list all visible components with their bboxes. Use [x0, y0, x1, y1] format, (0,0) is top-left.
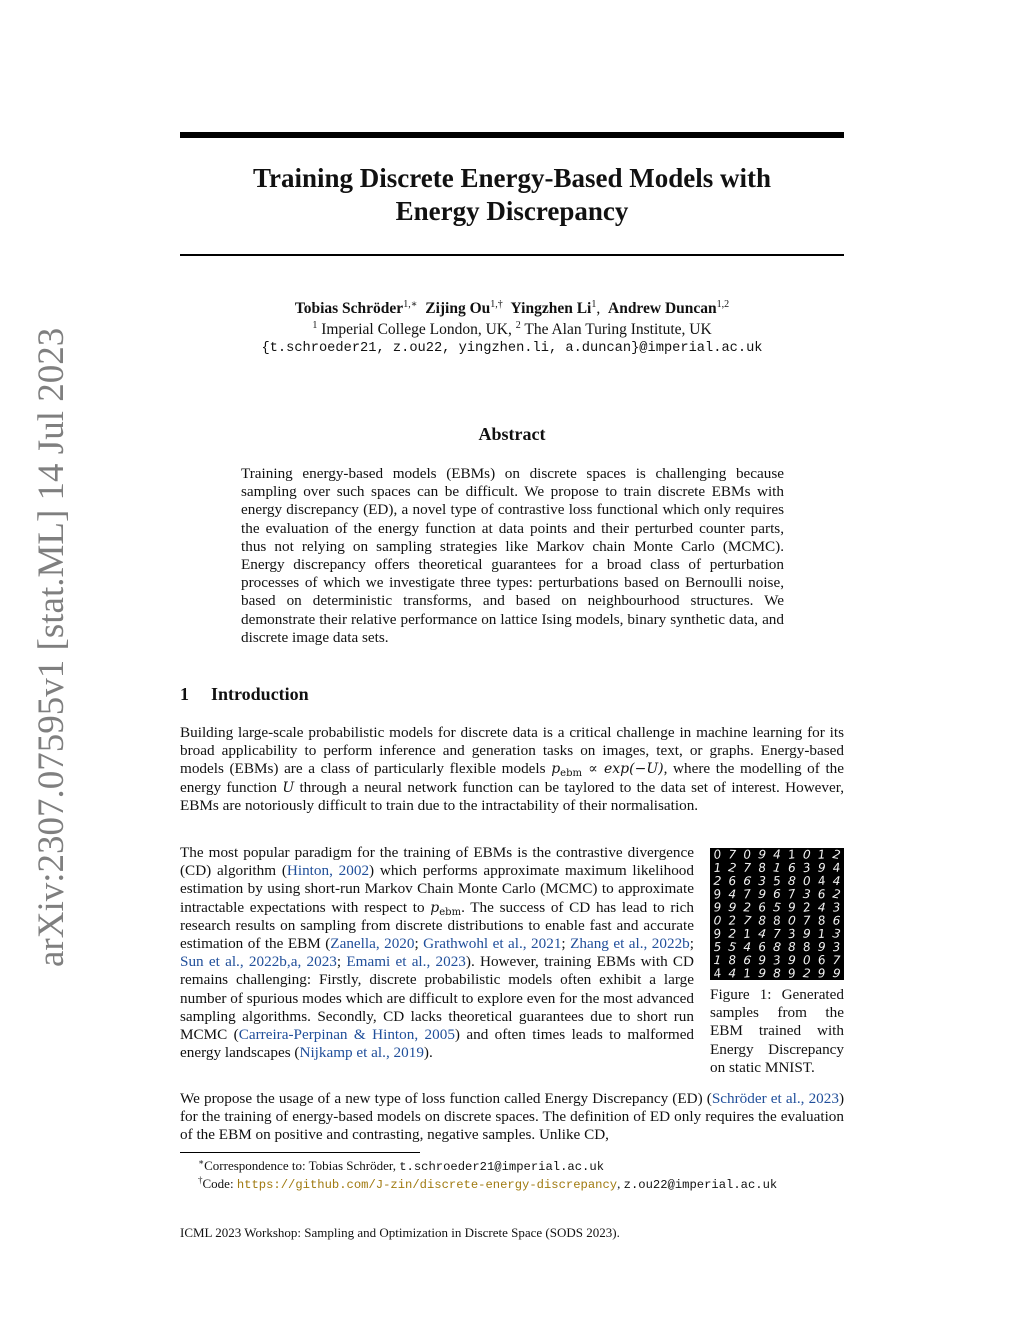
citation-separator: ,: [375, 935, 385, 953]
mnist-sample-digit: 9: [831, 965, 842, 980]
mnist-sample-grid: [710, 848, 844, 980]
mnist-sample-digit: 9: [713, 900, 722, 915]
mnist-sample-digit: 2: [743, 900, 752, 915]
citation-separator: ;: [689, 935, 694, 953]
mnist-sample-digit: 8: [801, 939, 812, 955]
citation-schroeder-2023[interactable]: [712, 1090, 839, 1107]
citation-separator: ,: [800, 1090, 809, 1107]
mnist-sample-digit: 8: [757, 860, 767, 876]
mnist-sample-digit: 3: [772, 952, 782, 968]
citation-separator: ;: [561, 935, 571, 953]
citation-author[interactable]: Zanella: [330, 935, 376, 953]
author-marks: 1: [591, 299, 597, 310]
citation-year[interactable]: 2022b: [651, 935, 690, 953]
title-top-rule: [180, 132, 844, 138]
mnist-sample-digit: 5: [772, 899, 782, 915]
mnist-sample-digit: 2: [802, 966, 812, 980]
citation-nijkamp-2019[interactable]: [299, 1044, 423, 1061]
mnist-sample-digit: 9: [727, 899, 738, 915]
citation-carreira-perpinan-2005[interactable]: [239, 1026, 455, 1043]
text-run: , where the modelling of the energy function: [180, 760, 844, 796]
mnist-sample-digit: 1: [742, 966, 752, 980]
author-marks: 1,∗: [403, 299, 418, 310]
text-run: The most popular paradigm for the training of EBMs is the contrastive divergence (CD) algorithm (: [180, 844, 694, 880]
mnist-sample-digit: 1: [817, 848, 826, 862]
title-bottom-rule: [180, 254, 844, 256]
mnist-sample-digit: 3: [787, 926, 797, 942]
citation-author[interactable]: Emami et al.: [346, 953, 427, 971]
mnist-sample-digit: 2: [713, 873, 722, 889]
text-run: We propose the usage of a new type of loss function called Energy Discrepancy (ED) (: [180, 1090, 712, 1107]
citation-separator: ,: [239, 953, 249, 971]
footnote-separator: ,: [617, 1176, 624, 1191]
mnist-sample-digit: 6: [757, 899, 767, 915]
mnist-sample-digit: 9: [757, 886, 767, 902]
affiliations: [180, 320, 844, 339]
citation-separator: ,: [385, 1044, 394, 1062]
citation-separator: ,: [643, 935, 652, 953]
mnist-sample-digit: 6: [816, 952, 827, 968]
mnist-sample-digit: 3: [802, 886, 812, 902]
citation-author[interactable]: Carreira-Perpinan & Hinton: [238, 1026, 415, 1044]
text-run: ). However, training EBMs with CD remains challenging: Firstly, discrete probabilistic models often exhibit a large number of spurious modes which are difficult to explore even for the most advanced sampling algorithms. Secondly, CD lacks theoretical guarantees due to short run MCMC (: [180, 953, 695, 1044]
mnist-sample-digit: 0: [712, 848, 723, 863]
mnist-sample-digit: 7: [773, 926, 781, 941]
code-contact-email[interactable]: z.ou22@imperial.ac.uk: [623, 1178, 778, 1192]
author-marks: 1,†: [490, 299, 503, 310]
mnist-sample-digit: 3: [758, 873, 767, 889]
author-list: Tobias Schröder$^{1,∗}$ Zijing $Ou^{1,\dagger}$ Yingzhen Li$^1$, Andrew Duncan$^{1,2}$: [294, 299, 730, 317]
title-line-1: Training Discrete Energy-Based Models with: [253, 163, 771, 193]
mnist-sample-digit: 2: [831, 848, 842, 863]
author-name: Zijing Ou: [425, 300, 491, 317]
citation-separator: ;: [336, 953, 347, 971]
intro-paragraph-3: [180, 1090, 844, 1145]
citation-author[interactable]: Nijkamp et al.: [299, 1044, 386, 1062]
title-line-2: Energy Discrepancy: [395, 196, 629, 226]
mnist-sample-digit: 7: [728, 848, 737, 862]
citation-author[interactable]: Grathwohl et al.: [423, 935, 523, 953]
mnist-sample-digit: 8: [816, 913, 827, 929]
mnist-sample-digit: 4: [712, 965, 723, 980]
section-number: 1: [180, 684, 189, 704]
intro-paragraph-2: [180, 844, 694, 1062]
author-name: Tobias Schröder: [294, 300, 404, 317]
mnist-sample-digit: 9: [802, 926, 812, 942]
citation-hinton-2002[interactable]: [287, 862, 369, 879]
author-name: Yingzhen Li: [510, 300, 592, 317]
affiliation-mark: 2: [515, 320, 521, 331]
figure-mnist-samples: [710, 848, 844, 980]
citation-separator: ,: [297, 953, 307, 971]
mnist-sample-digit: 6: [742, 952, 753, 968]
mnist-sample-digit: 8: [772, 939, 782, 955]
correspondence-email[interactable]: t.schroeder21@imperial.ac.uk: [399, 1160, 605, 1174]
mnist-sample-digit: 9: [757, 965, 767, 980]
mnist-sample-digit: 9: [757, 848, 767, 863]
footnote-mark: ∗: [198, 1157, 205, 1167]
mnist-sample-digit: 6: [787, 860, 796, 875]
citation-author[interactable]: Sun et al.: [180, 953, 240, 971]
venue-note: ICML 2023 Workshop: Sampling and Optimization in Discrete Space (SODS 2023).: [180, 1225, 620, 1240]
mnist-sample-digit: 9: [712, 886, 723, 902]
text-run: ).: [423, 1044, 433, 1062]
citation-author[interactable]: Hinton: [286, 862, 330, 880]
mnist-sample-digit: 7: [832, 952, 841, 968]
mnist-sample-digit: 8: [758, 913, 767, 928]
affiliation-turing: The Alan Turing Institute, UK: [524, 321, 712, 338]
mnist-sample-digit: 9: [817, 860, 826, 876]
mnist-sample-digit: 1: [713, 860, 722, 875]
mnist-sample-digit: 6: [728, 873, 737, 889]
mnist-sample-digit: 3: [832, 900, 841, 915]
footnote-text: Code:: [202, 1176, 237, 1191]
mnist-sample-digit: 7: [787, 886, 797, 902]
citation-separator: ;: [414, 935, 424, 953]
mnist-sample-digit: 1: [742, 926, 752, 942]
citation-year[interactable]: 2022b,a: [248, 953, 298, 971]
citation-year[interactable]: 2021: [531, 935, 562, 953]
citation-year[interactable]: 2023: [435, 953, 466, 971]
arxiv-identifier: arXiv:2307.07595v1 [stat.ML] 14 Jul 2023: [31, 327, 72, 967]
mnist-sample-digit: 4: [817, 900, 826, 915]
mnist-sample-digit: 8: [787, 939, 796, 955]
mnist-sample-digit: 3: [801, 860, 812, 876]
affiliation-mark: 1: [312, 320, 318, 331]
math-p-ebm: [430, 900, 461, 916]
citation-separator: ,: [426, 953, 436, 971]
mnist-sample-digit: 9: [787, 965, 797, 980]
math-symbol: p: [551, 761, 561, 778]
intro-paragraph-1: [180, 724, 844, 815]
citation-separator: ,: [414, 1026, 425, 1044]
citation-year[interactable]: 2023: [808, 1090, 839, 1107]
mnist-sample-digit: 4: [728, 886, 737, 902]
mnist-sample-digit: 4: [728, 966, 737, 980]
mnist-sample-digit: 0: [713, 913, 722, 928]
mnist-sample-digit: 6: [773, 887, 781, 902]
mnist-sample-digit: 6: [832, 913, 841, 928]
math-expression: ∝ exp(−U): [581, 761, 664, 778]
mnist-sample-digit: 7: [742, 886, 752, 902]
citation-year[interactable]: 2023: [306, 953, 337, 971]
mnist-sample-digit: 4: [832, 873, 841, 889]
section-title: Introduction: [211, 684, 309, 704]
text-run: ) which performs approximate maximum likelihood estimation by using short-run Markov Chain Monte Carlo (MCMC) to approximate intractable expectations with respect to: [180, 862, 694, 916]
mnist-sample-digit: 8: [728, 952, 737, 968]
mnist-sample-digit: 0: [742, 848, 752, 862]
mnist-sample-digit: 9: [787, 900, 796, 915]
mnist-sample-digit: 7: [742, 913, 753, 929]
mnist-sample-digit: 0: [802, 953, 811, 968]
mnist-sample-digit: 2: [801, 899, 812, 915]
mnist-sample-digit: 4: [816, 873, 827, 889]
mnist-sample-digit: 4: [757, 926, 767, 942]
citation-separator: ,: [522, 935, 532, 953]
mnist-sample-digit: 0: [802, 848, 812, 862]
math-symbol: p: [430, 899, 440, 916]
citation-emami-2023[interactable]: [346, 953, 466, 970]
mnist-sample-digit: 2: [728, 913, 737, 928]
mnist-sample-digit: 5: [772, 873, 782, 889]
mnist-sample-digit: 2: [728, 926, 737, 941]
mnist-sample-digit: 4: [773, 848, 781, 862]
mnist-sample-digit: 5: [727, 939, 738, 955]
mnist-sample-digit: 9: [817, 966, 826, 980]
affiliation-imperial: Imperial College London, UK,: [321, 321, 512, 338]
abstract-heading: Abstract: [478, 424, 546, 444]
mnist-sample-digit: 8: [772, 913, 782, 928]
footnote-rule: [180, 1152, 420, 1153]
text-run: ) and often times leads to malformed energy landscapes (: [180, 1026, 695, 1062]
mnist-sample-digit: 4: [743, 939, 752, 955]
citation-author[interactable]: Zhang et al.: [570, 935, 644, 953]
mnist-sample-digit: 8: [773, 966, 781, 980]
paper-title: [180, 162, 844, 228]
code-repository-link[interactable]: https://github.com/J-zin/discrete-energy-discrepancy: [236, 1178, 618, 1192]
text-run: through a neural network function can be taylored to the data set of interest. However, EBMs are notoriously difficult to train due to the intractability of their normalisation.: [180, 778, 844, 814]
mnist-sample-digit: 3: [831, 926, 842, 942]
footnote-correspondence: [180, 1158, 844, 1175]
citation-year[interactable]: 2002: [338, 862, 370, 880]
mnist-sample-digit: 4: [832, 860, 841, 876]
mnist-sample-digit: 7: [743, 860, 752, 875]
mnist-sample-digit: 8: [787, 873, 797, 889]
mnist-sample-digit: 6: [742, 873, 753, 889]
citation-author[interactable]: Schröder et al.: [711, 1090, 801, 1107]
mnist-sample-digit: 6: [757, 939, 767, 955]
math-subscript: ebm: [439, 906, 462, 918]
mnist-sample-digit: 0: [787, 913, 797, 928]
author-emails[interactable]: {t.schroeder21, z.ou22, yingzhen.li, a.duncan}@imperial.ac.uk: [261, 341, 763, 356]
mnist-sample-digit: 1: [772, 860, 782, 876]
math-p-ebm: [551, 761, 664, 780]
author-name: Andrew Duncan: [608, 300, 717, 317]
math-energy-u: U: [282, 779, 295, 796]
mnist-sample-digit: 2: [831, 886, 842, 902]
citation-year[interactable]: 2019: [393, 1044, 424, 1062]
citation-zanella-2020[interactable]: [330, 935, 414, 952]
mnist-sample-digit: 6: [817, 886, 826, 902]
mnist-sample-digit: 7: [802, 913, 811, 928]
section-heading-introduction: [180, 683, 844, 705]
mnist-sample-digit: 9: [758, 953, 767, 968]
mnist-sample-digit: 1: [817, 926, 826, 941]
citation-zhang-2022b[interactable]: [570, 935, 690, 952]
mnist-sample-digit: 2: [727, 860, 738, 876]
abstract-body: Training energy-based models (EBMs) on discrete spaces is challenging because sampling over such spaces can be difficult. We propose to train discrete EBMs with energy discrepancy (ED), a novel type of contrastive loss functional which only requires the evaluation of the energy function at data points and their perturbed counter parts, thus not relying on sampling strategies like Markov chain Monte Carlo (MCMC). Energy discrepancy offers theoretical guarantees for a broad class of perturbation processes of which we investigate three types: perturbations based on Bernoulli noise, based on deterministic transforms, and based on neighbourhood structures. We demonstrate their relative performance on lattice Ising models, binary synthetic data, and discrete image data sets.: [241, 465, 784, 646]
mnist-sample-digit: 9: [712, 926, 723, 942]
mnist-sample-digit: 0: [802, 873, 811, 889]
citation-sun-2022[interactable]: [180, 953, 337, 970]
mnist-sample-digit: 9: [787, 952, 797, 968]
footnote-text: Correspondence to: Tobias Schröder,: [204, 1158, 400, 1173]
mnist-sample-digit: 9: [817, 939, 826, 955]
footnote-mark: †: [198, 1175, 203, 1185]
citation-year[interactable]: 2005: [424, 1026, 455, 1044]
math-subscript: ebm: [560, 768, 582, 780]
mnist-sample-digit: 1: [787, 848, 797, 863]
footnote-code: [180, 1176, 844, 1193]
citation-grathwohl-2021[interactable]: [423, 935, 561, 952]
citation-year[interactable]: 2020: [384, 935, 415, 953]
text-run: . The success of CD has lead to rich research results on sampling from discrete distributions to enable fast and accurate estimation of the EBM (: [180, 898, 694, 953]
citation-separator: ,: [329, 862, 339, 880]
mnist-sample-digit: 3: [832, 939, 841, 955]
mnist-sample-digit: 5: [713, 939, 722, 955]
text-run: ) for the training of energy-based models on discrete spaces. The definition of ED only requires the evaluation of the EBM on positive and contrasting, negative samples. Unlike CD,: [180, 1090, 844, 1144]
text-run: Building large-scale probabilistic models for discrete data is a critical challenge in machine learning for its broad applicability to perform inference and generation tasks on images, text, or graphs. Energy-based models (EBMs) are a class of particularly flexible models: [180, 724, 844, 778]
figure-caption: Figure 1: Generated samples from the EBM trained with Energy Discrepancy on static MNIST.: [710, 986, 844, 1076]
author-marks: 1,2: [716, 299, 730, 310]
mnist-sample-digit: 1: [713, 952, 722, 968]
